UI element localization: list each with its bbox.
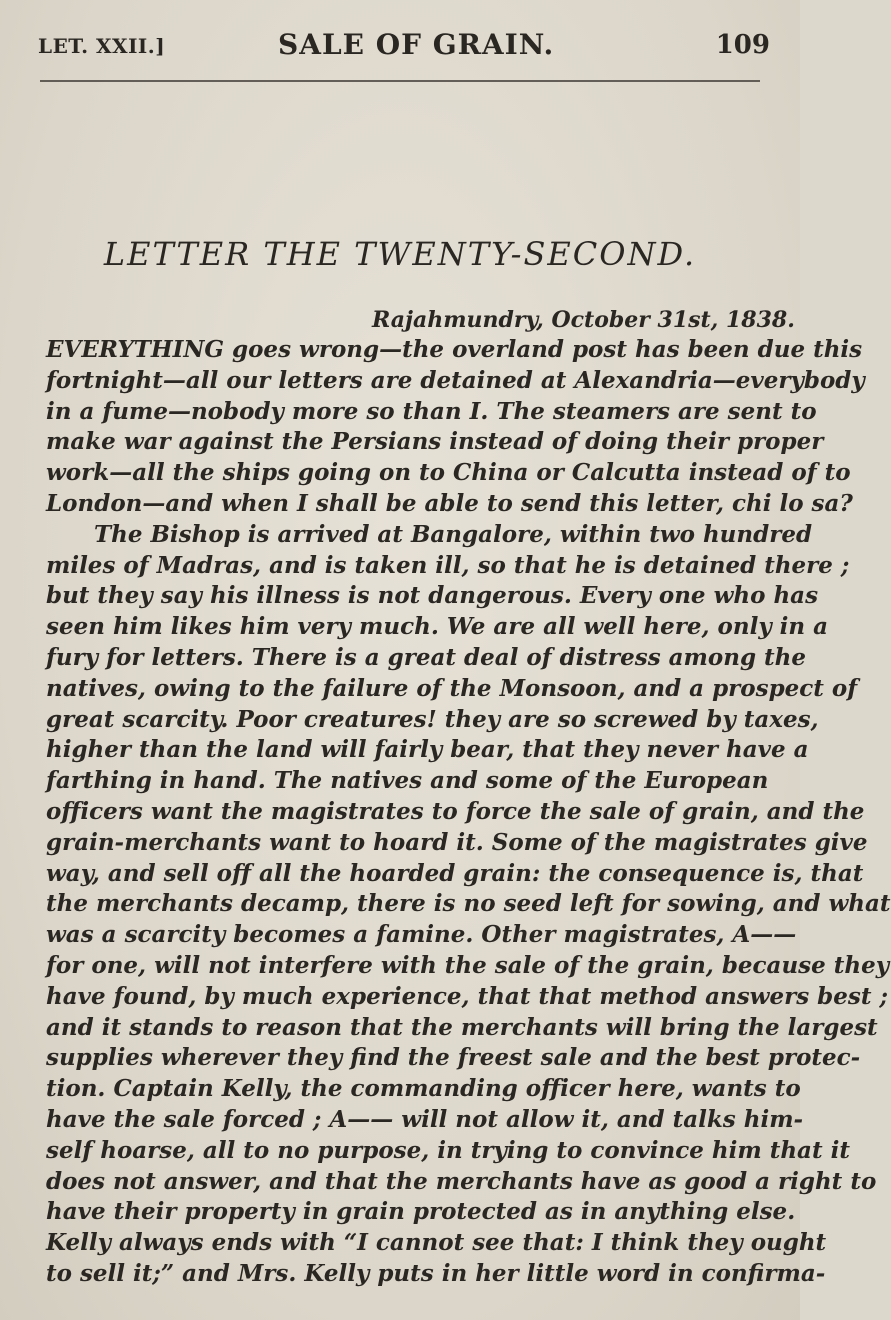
running-header <box>38 22 770 66</box>
chapter-title: LETTER THE TWENTY-SECOND. <box>103 235 697 273</box>
body-line: way, and sell off all the hoarded grain: the consequence is, that <box>46 859 864 887</box>
body-line: self hoarse, all to no purpose, in trying to convince him that it <box>46 1136 850 1164</box>
body-line: higher than the land will fairly bear, that they never have a <box>46 736 809 764</box>
running-header-title: SALE OF GRAIN. <box>278 28 555 61</box>
body-line: have their property in grain protected as in anything else. <box>46 1198 796 1226</box>
running-header-left: LET. XXII.] <box>38 34 166 58</box>
body-line: miles of Madras, and is taken ill, so that he is detained there ; <box>46 551 850 579</box>
letter-body <box>46 335 891 1290</box>
body-line: was a scarcity becomes a famine. Other magistrates, A—— <box>46 921 797 949</box>
body-line: work—all the ships going on to China or Calcutta instead of to <box>46 459 851 487</box>
body-line: grain-merchants want to hoard it. Some of the magistrates give <box>46 828 868 856</box>
page-number: 109 <box>715 30 770 60</box>
body-line: tion. Captain Kelly, the commanding officer here, wants to <box>46 1075 801 1103</box>
body-line: EVERYTHING goes wrong—the overland post has been due this <box>46 336 863 363</box>
dateline: Rajahmundry, October 31st, 1838. <box>372 307 795 333</box>
body-line: The Bishop is arrived at Bangalore, within two hundred <box>94 520 813 548</box>
body-line: fury for letters. There is a great deal of distress among the <box>46 643 807 671</box>
header-rule <box>40 80 760 82</box>
body-line: but they say his illness is not dangerous. Every one who has <box>46 582 819 610</box>
body-line: to sell it;” and Mrs. Kelly puts in her little word in confirma- <box>46 1259 826 1287</box>
body-line: for one, will not interfere with the sale of the grain, because they <box>46 951 890 979</box>
body-line: in a fume—nobody more so than I. The steamers are sent to <box>46 397 817 425</box>
body-line: fortnight—all our letters are detained at Alexandria—everybody <box>46 366 865 394</box>
body-line: supplies wherever they find the freest sale and the best protec- <box>46 1044 861 1072</box>
body-line: have the sale forced ; A—— will not allow it, and talks him- <box>46 1105 804 1133</box>
body-line: the merchants decamp, there is no seed left for sowing, and what <box>46 890 891 918</box>
body-line: have found, by much experience, that that method answers best ; <box>46 982 888 1010</box>
body-line: seen him likes him very much. We are all well here, only in a <box>46 613 829 641</box>
body-line: London—and when I shall be able to send this letter, chi lo sa? <box>46 489 853 517</box>
body-line: Kelly always ends with “I cannot see that: I think they ought <box>46 1229 827 1257</box>
body-line: great scarcity. Poor creatures! they are so screwed by taxes, <box>46 705 819 733</box>
body-line: and it stands to reason that the merchants will bring the largest <box>46 1013 878 1041</box>
body-line: officers want the magistrates to force the sale of grain, and the <box>46 797 865 825</box>
body-line: natives, owing to the failure of the Monsoon, and a prospect of <box>46 674 858 702</box>
body-line: does not answer, and that the merchants have as good a right to <box>46 1167 877 1195</box>
body-line: make war against the Persians instead of doing their proper <box>46 428 824 456</box>
body-line: farthing in hand. The natives and some of the European <box>46 767 769 795</box>
